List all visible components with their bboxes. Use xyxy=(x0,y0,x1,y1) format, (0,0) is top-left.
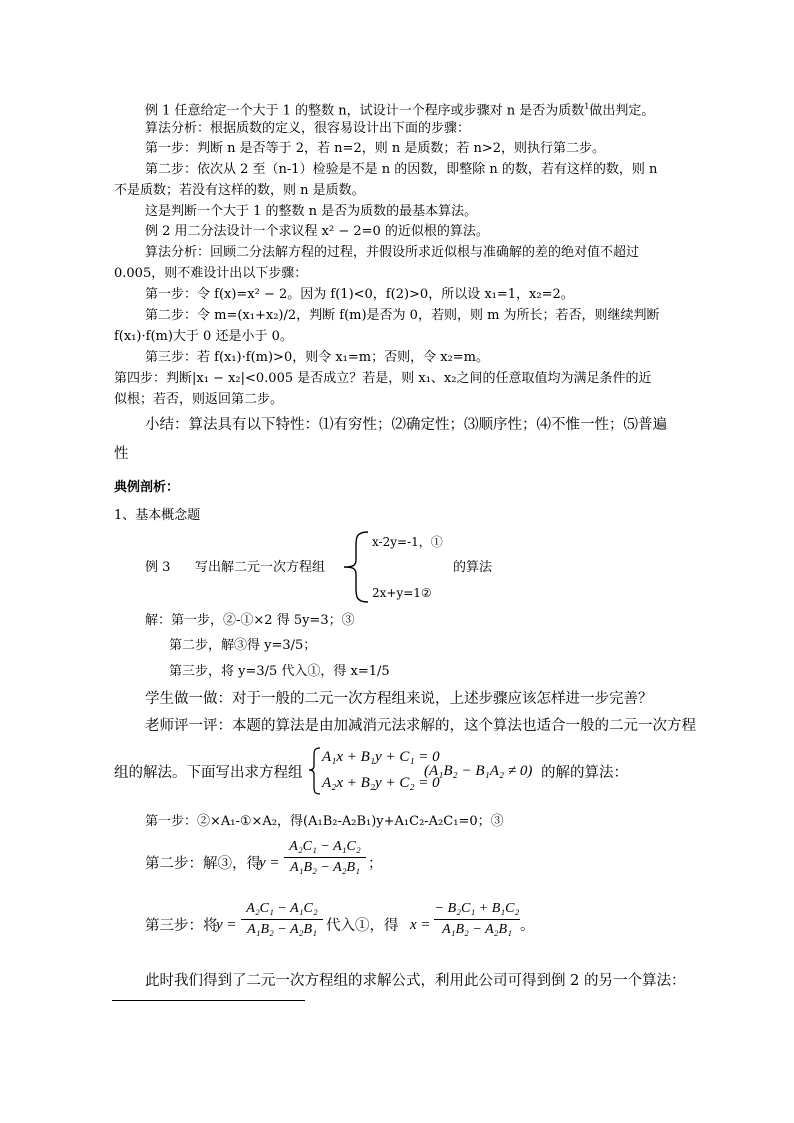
ex2-analysis-b: 0.005，则不难设计出以下步骤： xyxy=(114,266,308,281)
ex3-label: 例 3 xyxy=(145,560,171,575)
section-title: 典例剖析： xyxy=(114,480,180,495)
g-step3-den: A₁B₂ − A₂B₁ xyxy=(247,922,317,937)
g-step2-lhs: y = xyxy=(259,855,280,871)
ex3-final: 此时我们得到了二元一次方程组的求解公式，利用此公司可得到倒 2 的另一个算法： xyxy=(145,973,686,989)
ex2-step2b: f(x₁)·f(m)大于 0 还是小于 0。 xyxy=(114,329,293,344)
ex2-step4b: 似根；若否，则返回第二步。 xyxy=(114,392,284,407)
left-brace-icon xyxy=(340,530,372,604)
g-step2-den: A₁B₂ − A₂B₁ xyxy=(290,860,360,875)
ex2-line1: 例 2 用二分法设计一个求议程 x² − 2=0 的近似根的算法。 xyxy=(145,224,489,239)
ex1-analysis: 算法分析：根据质数的定义，很容易设计出下面的步骤： xyxy=(145,121,471,136)
ex1-step1: 第一步：判断 n 是否等于 2，若 n=2，则 n 是质数；若 n>2，则执行第二步。 xyxy=(145,141,606,156)
ex1-step2a: 第二步：依次从 2 至（n-1）检验是不是 n 的因数，即整除 n 的数，若有这样的数，则 n xyxy=(145,162,658,177)
g-step3-mid: 代入①，得 xyxy=(326,918,399,934)
ex1-line1: 例 1 任意给定一个大于 1 的整数 n，试设计一个程序或步骤对 n 是否为质数$^1$做出判定。 xyxy=(145,102,655,119)
ex3-sol2: 第二步，解③得 y=3/5； xyxy=(169,638,317,653)
g-step2-tail: ； xyxy=(368,856,383,872)
g-step2-num: A₂C₁ − A₁C₂ xyxy=(289,839,361,854)
g-step3-lhs2: x = xyxy=(410,917,431,933)
sys-cond: (A₁B₂ − B₁A₂ ≠ 0) xyxy=(424,763,533,779)
g-step3-tail: 。 xyxy=(520,918,535,934)
g-step3-num2: − B₂C₁ + B₁C₂ xyxy=(434,901,520,916)
ex3-text: 写出解二元一次方程组 xyxy=(195,560,326,575)
ex3-teacher-b: 组的解法。下面写出求方程组 xyxy=(114,765,303,781)
ex3-teacher-c: 的解的算法： xyxy=(541,765,628,781)
ex2-analysis-a: 算法分析：回顾二分法解方程的过程，并假设所求近似根与准确解的差的绝对值不超过 xyxy=(145,245,640,260)
sys-eq1: A₁x + B₁y + C₁ = 0 xyxy=(322,749,440,765)
summary-line1: 小结：算法具有以下特性：⑴有穷性；⑵确定性；⑶顺序性；⑷不惟一性；⑸普遍 xyxy=(145,417,667,433)
summary-line2: 性 xyxy=(114,446,129,462)
ex1-step2b: 不是质数；若没有这样的数，则 n 是质数。 xyxy=(114,183,365,198)
ex2-step2a: 第二步：令 m=(x₁+x₂)/2，判断 f(m)是否为 0，若则，则 m 为所长；若否，则继续判断 xyxy=(145,308,660,323)
ex3-sol1: 解：第一步，②-①×2 得 5y=3；③ xyxy=(145,613,355,628)
ex3-eq1: x-2y=-1，① xyxy=(372,535,443,549)
g-step2-fraction xyxy=(284,838,366,877)
ex2-step1: 第一步：令 f(x)=x² − 2。因为 f(1)<0，f(2)>0，所以设 x₁=1，x₂=2。 xyxy=(145,287,574,302)
system-brace-icon xyxy=(308,746,322,796)
ex3-teacher-a: 老师评一评：本题的算法是由加减消元法求解的，这个算法也适合一般的二元一次方程 xyxy=(145,718,696,734)
sys-eq2: A₂x + B₂y + C₂ = 0 xyxy=(322,775,440,791)
footnote-rule xyxy=(112,1000,305,1001)
sub-title: 1、基本概念题 xyxy=(114,508,201,523)
g-step3-pre: 第三步：将 xyxy=(145,918,218,934)
ex1-summary: 这是判断一个大于 1 的整数 n 是否为质数的最基本算法。 xyxy=(145,204,478,219)
g-step2-pre: 第二步：解③，得 xyxy=(145,856,261,872)
ex2-step4a: 第四步：判断|x₁ − x₂|<0.005 是否成立？若是，则 x₁、x₂之间的任意取值均为满足条件的近 xyxy=(114,371,652,386)
ex3-eq2: 2x+y=1② xyxy=(372,586,432,600)
g-step1: 第一步：②×A₁-①×A₂，得(A₁B₂-A₂B₁)y+A₁C₂-A₂C₁=0；③ xyxy=(145,814,504,829)
g-step3-num: A₂C₁ − A₁C₂ xyxy=(246,901,318,916)
ex3-tail: 的算法 xyxy=(453,560,493,575)
ex3-sol3: 第三步，将 y=3/5 代入①，得 x=1/5 xyxy=(169,664,390,679)
g-step3-den2: A₁B₂ − A₂B₁ xyxy=(442,922,512,937)
g-step3-lhs: y = xyxy=(216,917,237,933)
g-step3-fraction xyxy=(241,900,323,939)
ex2-step3: 第三步：若 f(x₁)·f(m)>0，则令 x₁=m；否则，令 x₂=m。 xyxy=(145,350,489,365)
ex3-student: 学生做一做：对于一般的二元一次方程组来说，上述步骤应该怎样进一步完善？ xyxy=(145,691,653,707)
g-step3-fraction2 xyxy=(434,900,520,939)
